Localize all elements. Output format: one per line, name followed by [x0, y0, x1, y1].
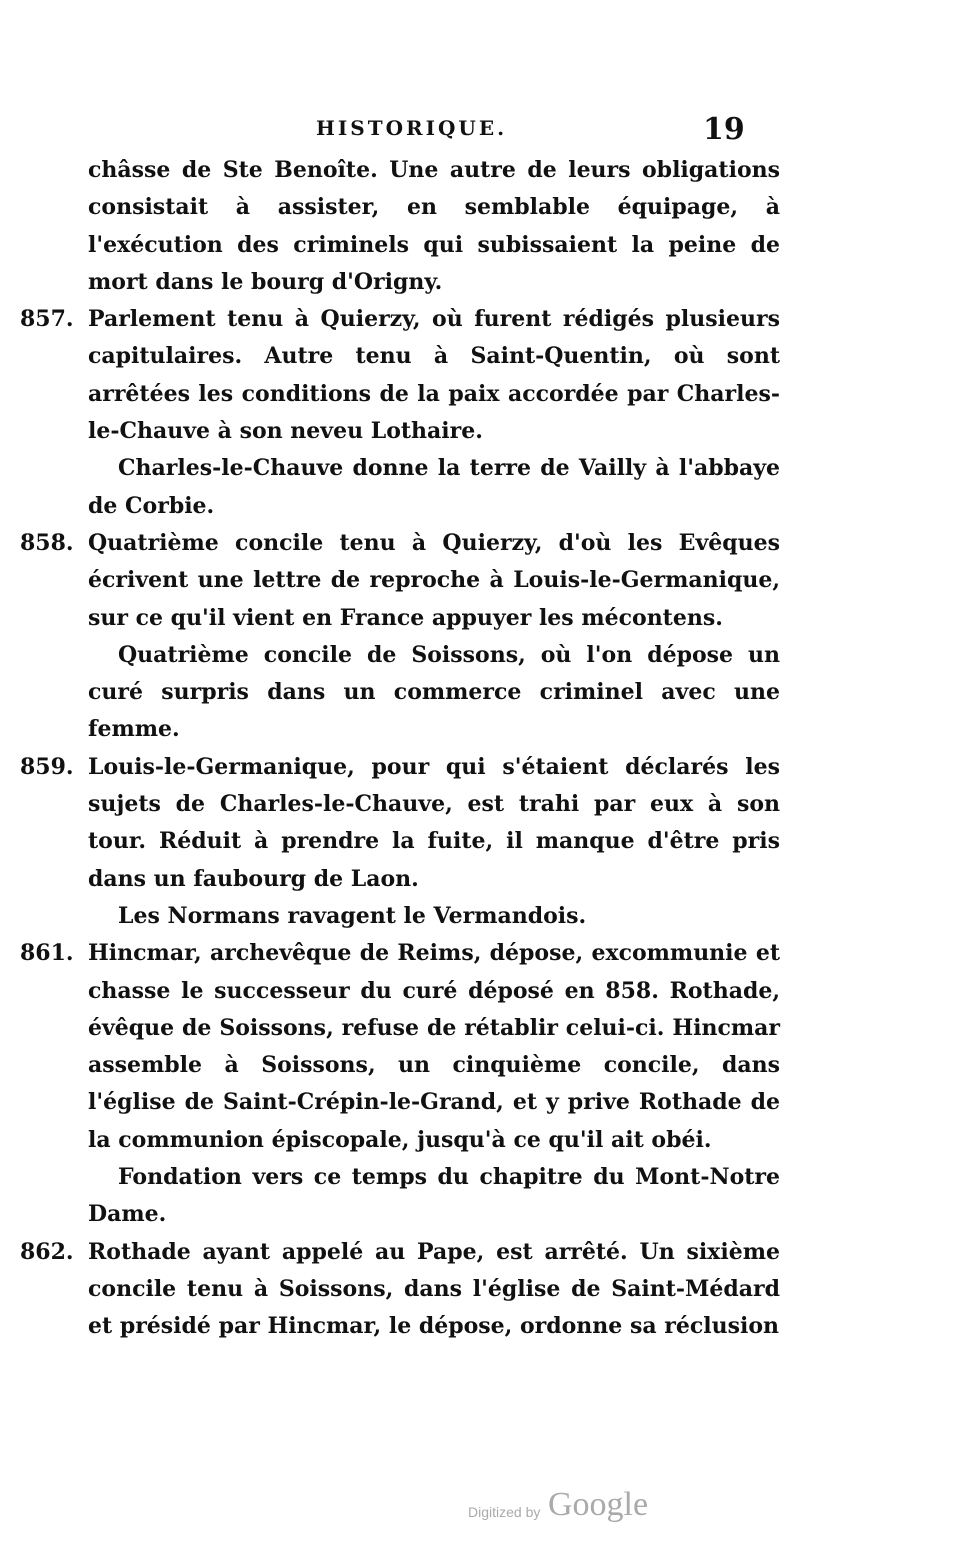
paragraph: châsse de Ste Benoîte. Une autre de leurs obligations consistait à assister, en semblable équipage, à l'exécution des criminels qui subissaient la peine de mort dans le bourg d'Origny. — [88, 157, 780, 295]
entry-continuation — [20, 152, 780, 301]
entry-861 — [20, 935, 780, 1233]
main-text — [20, 152, 780, 1346]
year-label: 858. — [20, 529, 74, 556]
year-label: 861. — [20, 940, 74, 967]
running-header — [0, 112, 966, 152]
entry-862 — [20, 1234, 780, 1346]
entry-858 — [20, 525, 780, 749]
paragraph: Parlement tenu à Quierzy, où furent rédigés plusieurs capitulaires. Autre tenu à Saint-Quentin, où sont arrêtées les conditions de la paix accordée par Charles-le-Chauve à son neveu Lothaire. — [88, 306, 780, 445]
digitized-label: Digitized by — [468, 1504, 541, 1520]
entry-body — [88, 152, 780, 301]
paragraph: Charles-le-Chauve donne la terre de Vailly à l'abbaye de Corbie. — [88, 455, 780, 519]
paragraph: Louis-le-Germanique, pour qui s'étaient déclarés les sujets de Charles-le-Chauve, est trahi par eux à son tour. Réduit à prendre la fuite, il manque d'être pris dans un faubourg de Laon. — [88, 753, 780, 892]
entry-body — [88, 935, 780, 1233]
paragraph: Rothade ayant appelé au Pape, est arrêté. Un sixième concile tenu à Soissons, dans l'église de Saint-Médard et présidé par Hincmar, le dépose, ordonne sa réclusion — [88, 1238, 780, 1340]
paragraph: Quatrième concile tenu à Quierzy, d'où les Evêques écrivent une lettre de reproche à Louis-le-Germanique, sur ce qu'il vient en France appuyer les mécontens. — [88, 529, 780, 631]
entry-859 — [20, 749, 780, 935]
year-label: 859. — [20, 753, 74, 780]
paragraph: Fondation vers ce temps du chapitre du Mont-Notre Dame. — [88, 1164, 780, 1228]
google-logo: Google — [548, 1486, 649, 1523]
entry-body — [88, 301, 780, 525]
digitization-watermark — [468, 1486, 668, 1526]
running-title: HISTORIQUE. — [316, 116, 508, 140]
paragraph: Les Normans ravagent le Vermandois. — [118, 902, 587, 929]
paragraph: Hincmar, archevêque de Reims, dépose, excommunie et chasse le successeur du curé déposé en 858. Rothade, évêque de Soissons, refuse de rétablir celui-ci. Hincmar assemble à Soissons, un cinquième concile, dans l'église de Saint-Crépin-le-Grand, et y prive Rothade de la communion épiscopale, jusqu'à ce qu'il ait obéi. — [88, 940, 780, 1153]
entry-body — [88, 749, 780, 935]
entry-body — [88, 525, 780, 749]
entry-857 — [20, 301, 780, 525]
paragraph: Quatrième concile de Soissons, où l'on dépose un curé surpris dans un commerce criminel avec une femme. — [88, 641, 780, 743]
entry-body — [88, 1234, 780, 1346]
year-label: 857. — [20, 306, 74, 333]
page-number: 19 — [703, 112, 745, 147]
year-label: 862. — [20, 1238, 74, 1265]
